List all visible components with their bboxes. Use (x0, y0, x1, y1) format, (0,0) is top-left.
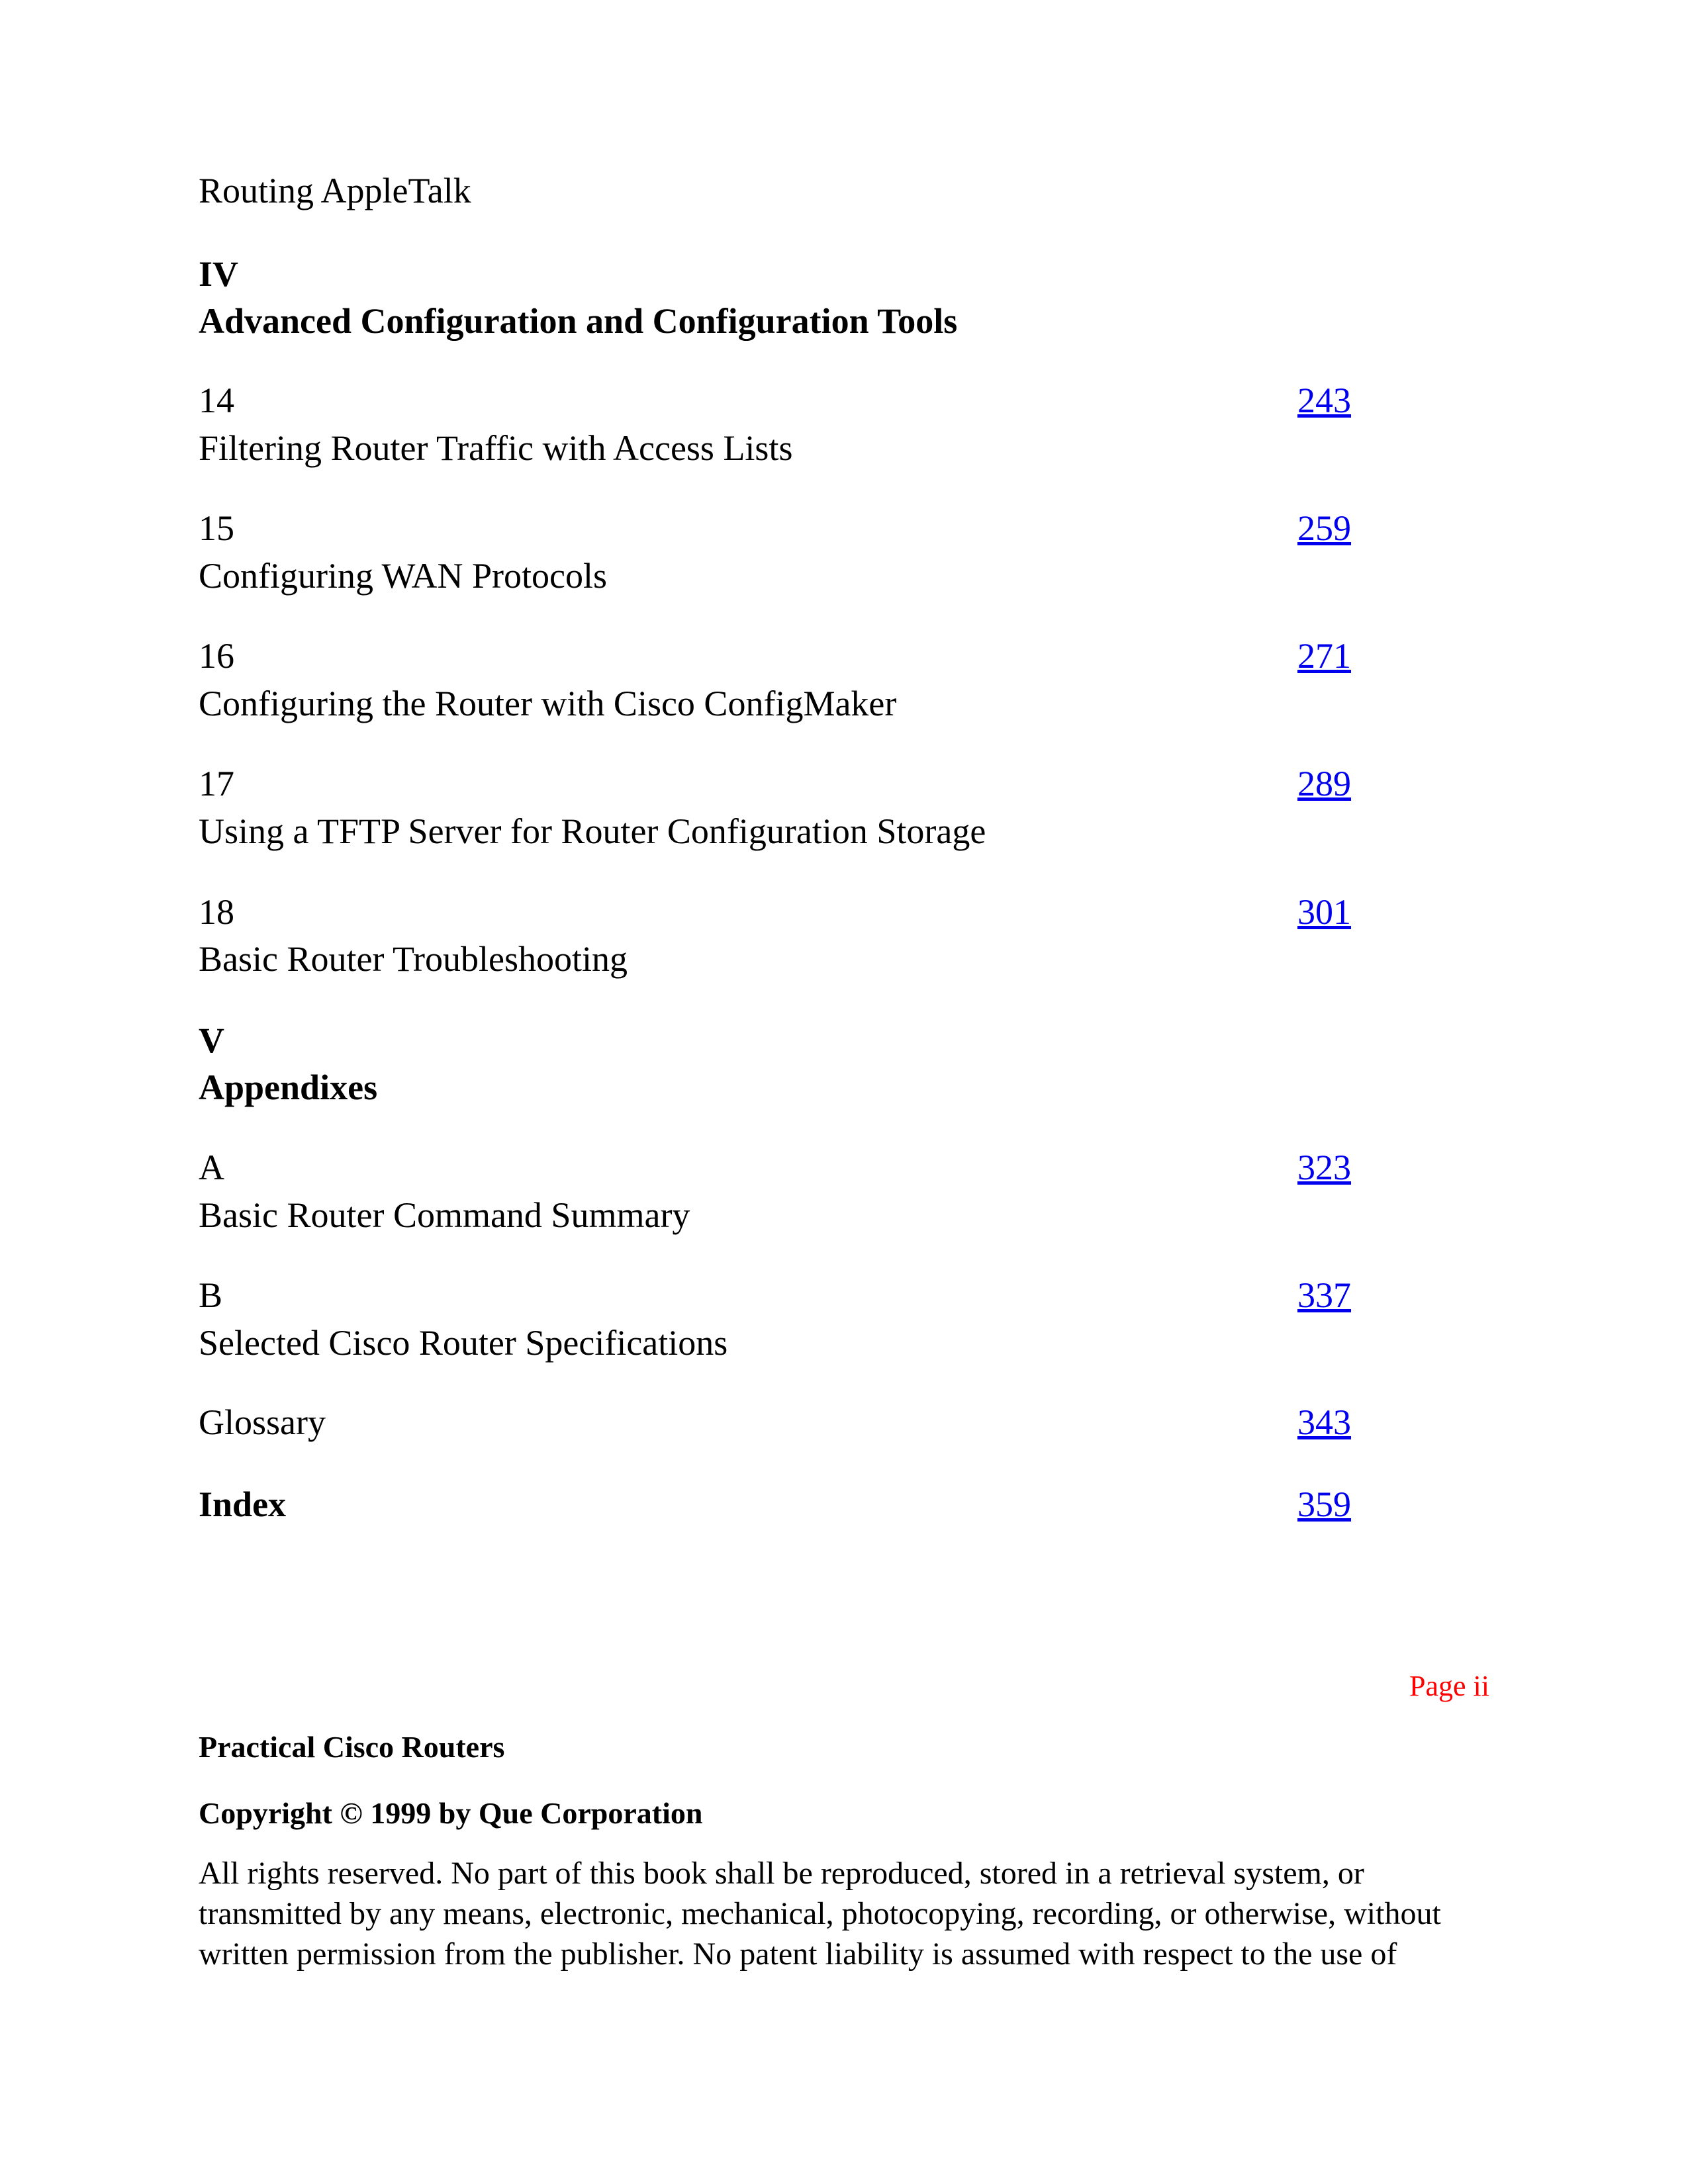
appendix-a-page-link[interactable]: 323 (1297, 1148, 1351, 1187)
appendix-a-title: Basic Router Command Summary (199, 1195, 690, 1235)
clipped-heading (199, 165, 993, 212)
chapter-18-number: 18 (199, 892, 234, 932)
chapter-15-page-link[interactable]: 259 (1297, 508, 1351, 548)
chapter-16-page-link[interactable]: 271 (1297, 636, 1351, 676)
part-iv-title: Advanced Configuration and Configuration Tools (199, 301, 958, 341)
chapter-16-number: 16 (199, 636, 234, 676)
chapter-14-title: Filtering Router Traffic with Access Lists (199, 428, 793, 468)
chapter-18-title: Basic Router Troubleshooting (199, 939, 628, 979)
glossary-page-link[interactable]: 343 (1297, 1402, 1351, 1442)
book-title: Practical Cisco Routers (199, 1730, 505, 1764)
chapter-14-page-link[interactable]: 243 (1297, 381, 1351, 420)
chapter-18-page-link[interactable]: 301 (1297, 892, 1351, 932)
appendix-b-letter: B (199, 1275, 223, 1315)
chapter-14-number: 14 (199, 381, 234, 420)
part-iv-number: IV (199, 254, 239, 294)
glossary-title: Glossary (199, 1402, 326, 1442)
rights-paragraph: All rights reserved. No part of this book shall be reproduced, stored in a retrieval system, or transmitted by any means, electronic, mechanical, photocopying, recording, or otherwise, without written permission from the publisher. No patent liability is assumed with respect to the use of (199, 1856, 1441, 1972)
chapter-17-title: Using a TFTP Server for Router Configuration Storage (199, 811, 986, 851)
part-v-title: Appendixes (199, 1068, 378, 1107)
chapter-15-title: Configuring WAN Protocols (199, 556, 607, 596)
appendix-b-page-link[interactable]: 337 (1297, 1275, 1351, 1315)
chapter-15-number: 15 (199, 508, 234, 548)
index-title: Index (199, 1484, 287, 1524)
chapter-17-page-link[interactable]: 289 (1297, 764, 1351, 803)
page-number-label: Page ii (1409, 1670, 1489, 1702)
chapter-17-number: 17 (199, 764, 234, 803)
chapter-16-title: Configuring the Router with Cisco ConfigMaker (199, 684, 897, 723)
copyright-line: Copyright © 1999 by Que Corporation (199, 1796, 703, 1830)
part-v-number: V (199, 1021, 224, 1060)
index-page-link[interactable]: 359 (1297, 1484, 1351, 1524)
appendix-a-letter: A (199, 1148, 224, 1187)
appendix-b-title: Selected Cisco Router Specifications (199, 1323, 728, 1363)
clipped-heading-text: Routing AppleTalk (199, 171, 471, 210)
